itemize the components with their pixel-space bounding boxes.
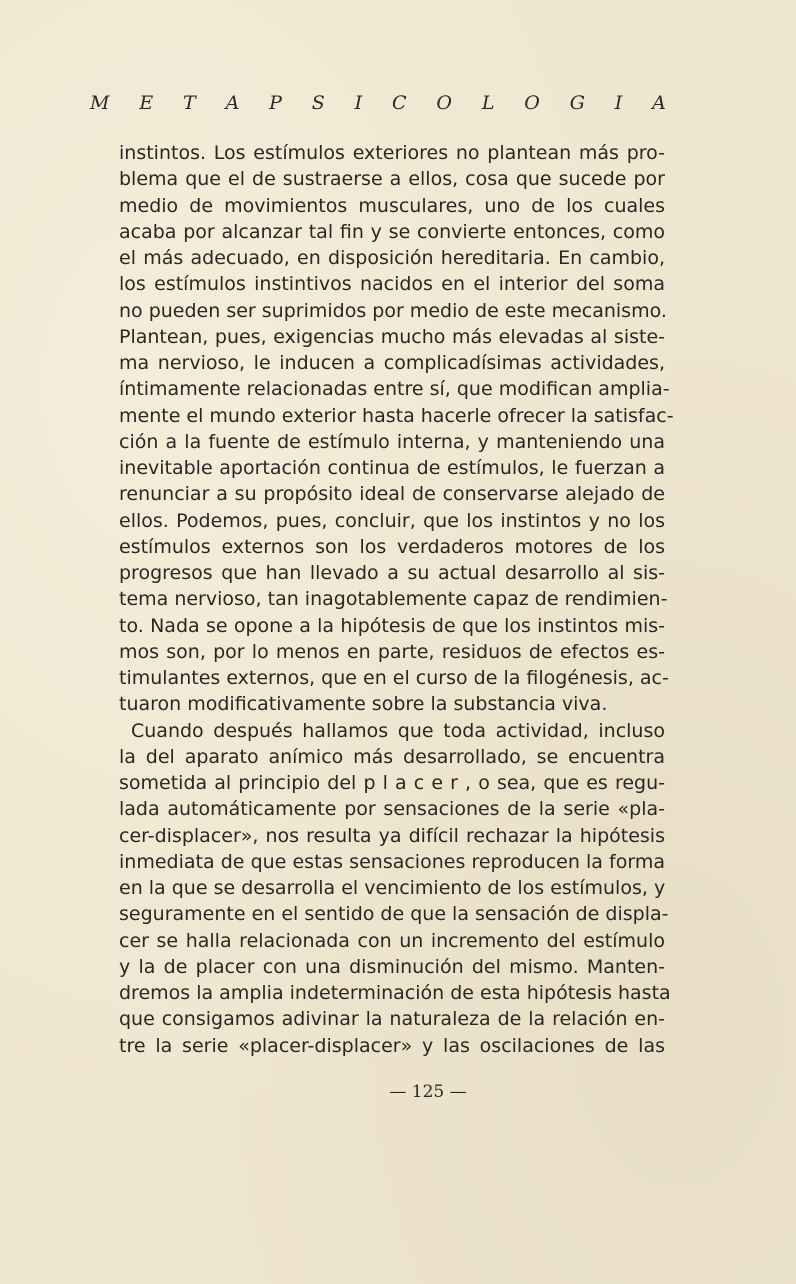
text-line: ellos. Podemos, pues, concluir, que los instintos y no los (119, 509, 665, 532)
text-line: no pueden ser suprimidos por medio de este mecanismo. (119, 299, 667, 322)
text-line: seguramente en el sentido de que la sensación de displa- (119, 903, 669, 926)
text-line: timulantes externos, que en el curso de la filogénesis, ac- (119, 667, 669, 689)
text-line: estímulos externos son los verdaderos motores de los (119, 535, 665, 558)
text-line: inmediata de que estas sensaciones reproducen la forma (119, 850, 665, 873)
running-head-letter: G (569, 92, 585, 114)
text-line: renunciar a su propósito ideal de conservarse alejado de (119, 483, 665, 506)
text-line: dremos la amplia indeterminación de esta hipótesis hasta (119, 982, 671, 1004)
text-line: tre la serie «placer-displacer» y las oscilaciones de las (119, 1034, 665, 1057)
running-head-letter: I (354, 92, 363, 114)
page-number: — 125 — (389, 1082, 467, 1102)
running-head-letter: L (481, 92, 495, 114)
text-line: cer-displacer», nos resulta ya difícil rechazar la hipótesis (119, 824, 665, 847)
text-line: sometida al principio del p l a c e r , o sea, que es regu- (119, 772, 665, 794)
running-head-letter: A (652, 92, 666, 114)
text-line: ción a la fuente de estímulo interna, y manteniendo una (119, 430, 665, 453)
text-line: Cuando después hallamos que toda actividad, incluso (131, 719, 665, 742)
running-head-letter: E (139, 92, 154, 114)
text-line: Plantean, pues, exigencias mucho más elevadas al siste- (119, 325, 665, 348)
text-line: medio de movimientos musculares, uno de los cuales (119, 194, 665, 217)
paragraph (119, 718, 671, 1059)
text-line: lada automáticamente por sensaciones de la serie «pla- (119, 798, 665, 821)
text-line: ma nervioso, le inducen a complicadísimas actividades, (119, 352, 665, 374)
running-head-letter: T (183, 92, 196, 114)
text-line: cer se halla relacionada con un incremento del estímulo (119, 929, 665, 952)
text-line: acaba por alcanzar tal fin y se convierte entonces, como (119, 220, 665, 243)
running-head-letter: M (90, 92, 110, 114)
text-line: mente el mundo exterior hasta hacerle ofrecer la satisfac- (119, 404, 674, 427)
running-head-letter: O (436, 92, 452, 114)
text-line: íntimamente relacionadas entre sí, que modifican amplia- (119, 378, 670, 401)
running-head-letter: P (269, 92, 282, 114)
body-text (119, 140, 674, 1059)
text-line: progresos que han llevado a su actual desarrollo al sis- (119, 562, 665, 584)
text-line: tuaron modificativamente sobre la substancia viva. (119, 693, 608, 716)
text-line: el más adecuado, en disposición hereditaria. En cambio, (119, 247, 665, 269)
text-line: la del aparato anímico más desarrollado, se encuentra (119, 745, 665, 768)
running-head-letter: S (311, 92, 325, 114)
text-line: inevitable aportación continua de estímulos, le fuerzan a (119, 457, 665, 479)
text-line: blema que el de sustraerse a ellos, cosa que sucede por (119, 168, 665, 191)
paragraph (119, 140, 674, 718)
text-line: instintos. Los estímulos exteriores no plantean más pro- (119, 142, 665, 164)
text-line: los estímulos instintivos nacidos en el interior del soma (119, 273, 665, 296)
text-line: tema nervioso, tan inagotablemente capaz de rendimien- (119, 588, 668, 611)
text-line: que consigamos adivinar la naturaleza de la relación en- (119, 1008, 665, 1031)
text-line: mos son, por lo menos en parte, residuos de efectos es- (119, 640, 665, 663)
text-line: to. Nada se opone a la hipótesis de que los instintos mis- (119, 614, 665, 637)
running-head-letter: I (614, 92, 623, 114)
running-head-letter: C (392, 92, 407, 114)
running-head-letter: O (524, 92, 540, 114)
running-head (90, 92, 666, 114)
text-line: y la de placer con una disminución del mismo. Manten- (119, 955, 665, 978)
text-line: en la que se desarrolla el vencimiento de los estímulos, y (119, 877, 666, 899)
running-head-letter: A (225, 92, 240, 114)
